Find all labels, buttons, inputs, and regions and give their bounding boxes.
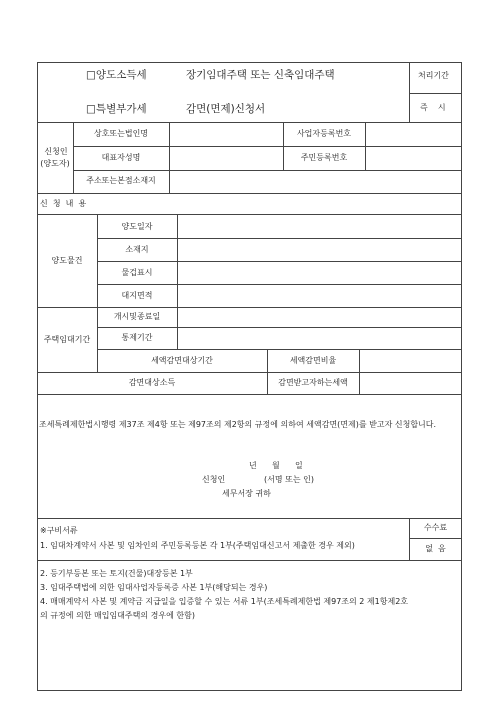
land-area-label: 대지면적 (121, 291, 153, 300)
reduction-ratio-field[interactable] (360, 350, 461, 371)
sign-or-seal-note: (서명 또는 인) (264, 475, 314, 484)
property-description-field[interactable] (178, 262, 461, 283)
fee-label: 수수료 (423, 523, 448, 532)
application-statement: 조세특례제한법시행령 제37조 제4항 또는 제97조의 제2항의 규정에 의하여 세액감면(면제)를 받고자 신청합니다. (39, 420, 437, 429)
date-line: 년 월 일 (249, 461, 303, 470)
checkbox-transfer-income-tax[interactable]: □양도소득세 (86, 69, 147, 81)
applicant-signature-label: 신청인 (202, 475, 226, 484)
land-area-field[interactable] (178, 285, 461, 306)
target-income-label: 감면대상소득 (128, 378, 176, 387)
company-name-field[interactable] (170, 123, 282, 145)
total-period-field[interactable] (178, 328, 461, 348)
location-field[interactable] (178, 239, 461, 260)
required-documents-heading: ※구비서류 (40, 526, 78, 535)
required-document-3: 3. 임대주택법에 의한 임대사업자등록증 사본 1부(해당되는 경우) (40, 583, 268, 592)
rental-period-label: 주택임대기간 (43, 335, 91, 344)
form-title-line2: 감면(면제)신청서 (186, 103, 266, 115)
start-end-date-field[interactable] (178, 308, 461, 326)
fee-value: 없 음 (425, 544, 446, 553)
request-section-label: 신 청 내 용 (40, 199, 87, 208)
required-document-1: 1. 임대차계약서 사본 및 임차인의 주민등록등본 각 1부(주택임대신고서 제출한 경우 제외) (40, 541, 355, 550)
form-title-line1: 장기임대주택 또는 신축임대주택 (186, 69, 335, 81)
business-number-label: 사업자등록번호 (296, 129, 352, 138)
resident-number-label: 주민등록번호 (300, 153, 348, 162)
required-document-4: 4. 매매계약서 사본 및 계약금 지급일을 입증할 수 있는 서류 1부(조세특례제한법 제97조의 2 제1항제2호 (40, 597, 409, 606)
required-document-4-continued: 의 규정에 의한 매입임대주택의 경우에 한함) (40, 611, 195, 620)
processing-period-value: 즉 시 (420, 103, 446, 112)
resident-number-field[interactable] (366, 147, 461, 169)
representative-name-field[interactable] (170, 147, 282, 169)
applicant-section-sublabel: (양도자) (40, 159, 70, 168)
business-number-field[interactable] (366, 123, 461, 145)
requested-tax-label: 감면받고자하는세액 (278, 378, 348, 387)
start-end-date-label: 개시및종료일 (113, 312, 161, 321)
requested-tax-field[interactable] (360, 373, 461, 393)
reduction-period-label: 세액감면대상기간 (151, 356, 213, 365)
representative-name-label: 대표자성명 (101, 153, 141, 162)
checkbox-special-surtax[interactable]: □특별부가세 (86, 103, 147, 115)
address-field[interactable] (170, 171, 461, 192)
transfer-property-label: 양도물건 (51, 256, 83, 265)
required-document-2: 2. 등기부등본 또는 토지(건물)대장등본 1부 (40, 569, 193, 578)
applicant-section-label: 신청인 (44, 147, 68, 156)
property-description-label: 물겁표시 (121, 268, 153, 277)
processing-period-label: 처리기간 (418, 71, 449, 80)
address-label: 주소또는본점소재지 (86, 176, 156, 185)
total-period-label: 통제기간 (121, 333, 153, 342)
location-label: 소재지 (125, 245, 149, 254)
addressee: 세무서장 귀하 (222, 489, 271, 498)
transfer-date-field[interactable] (178, 215, 461, 237)
transfer-date-label: 양도일자 (121, 222, 153, 231)
reduction-ratio-label: 세액감면비율 (289, 356, 337, 365)
company-name-label: 상호또는법인명 (93, 129, 149, 138)
